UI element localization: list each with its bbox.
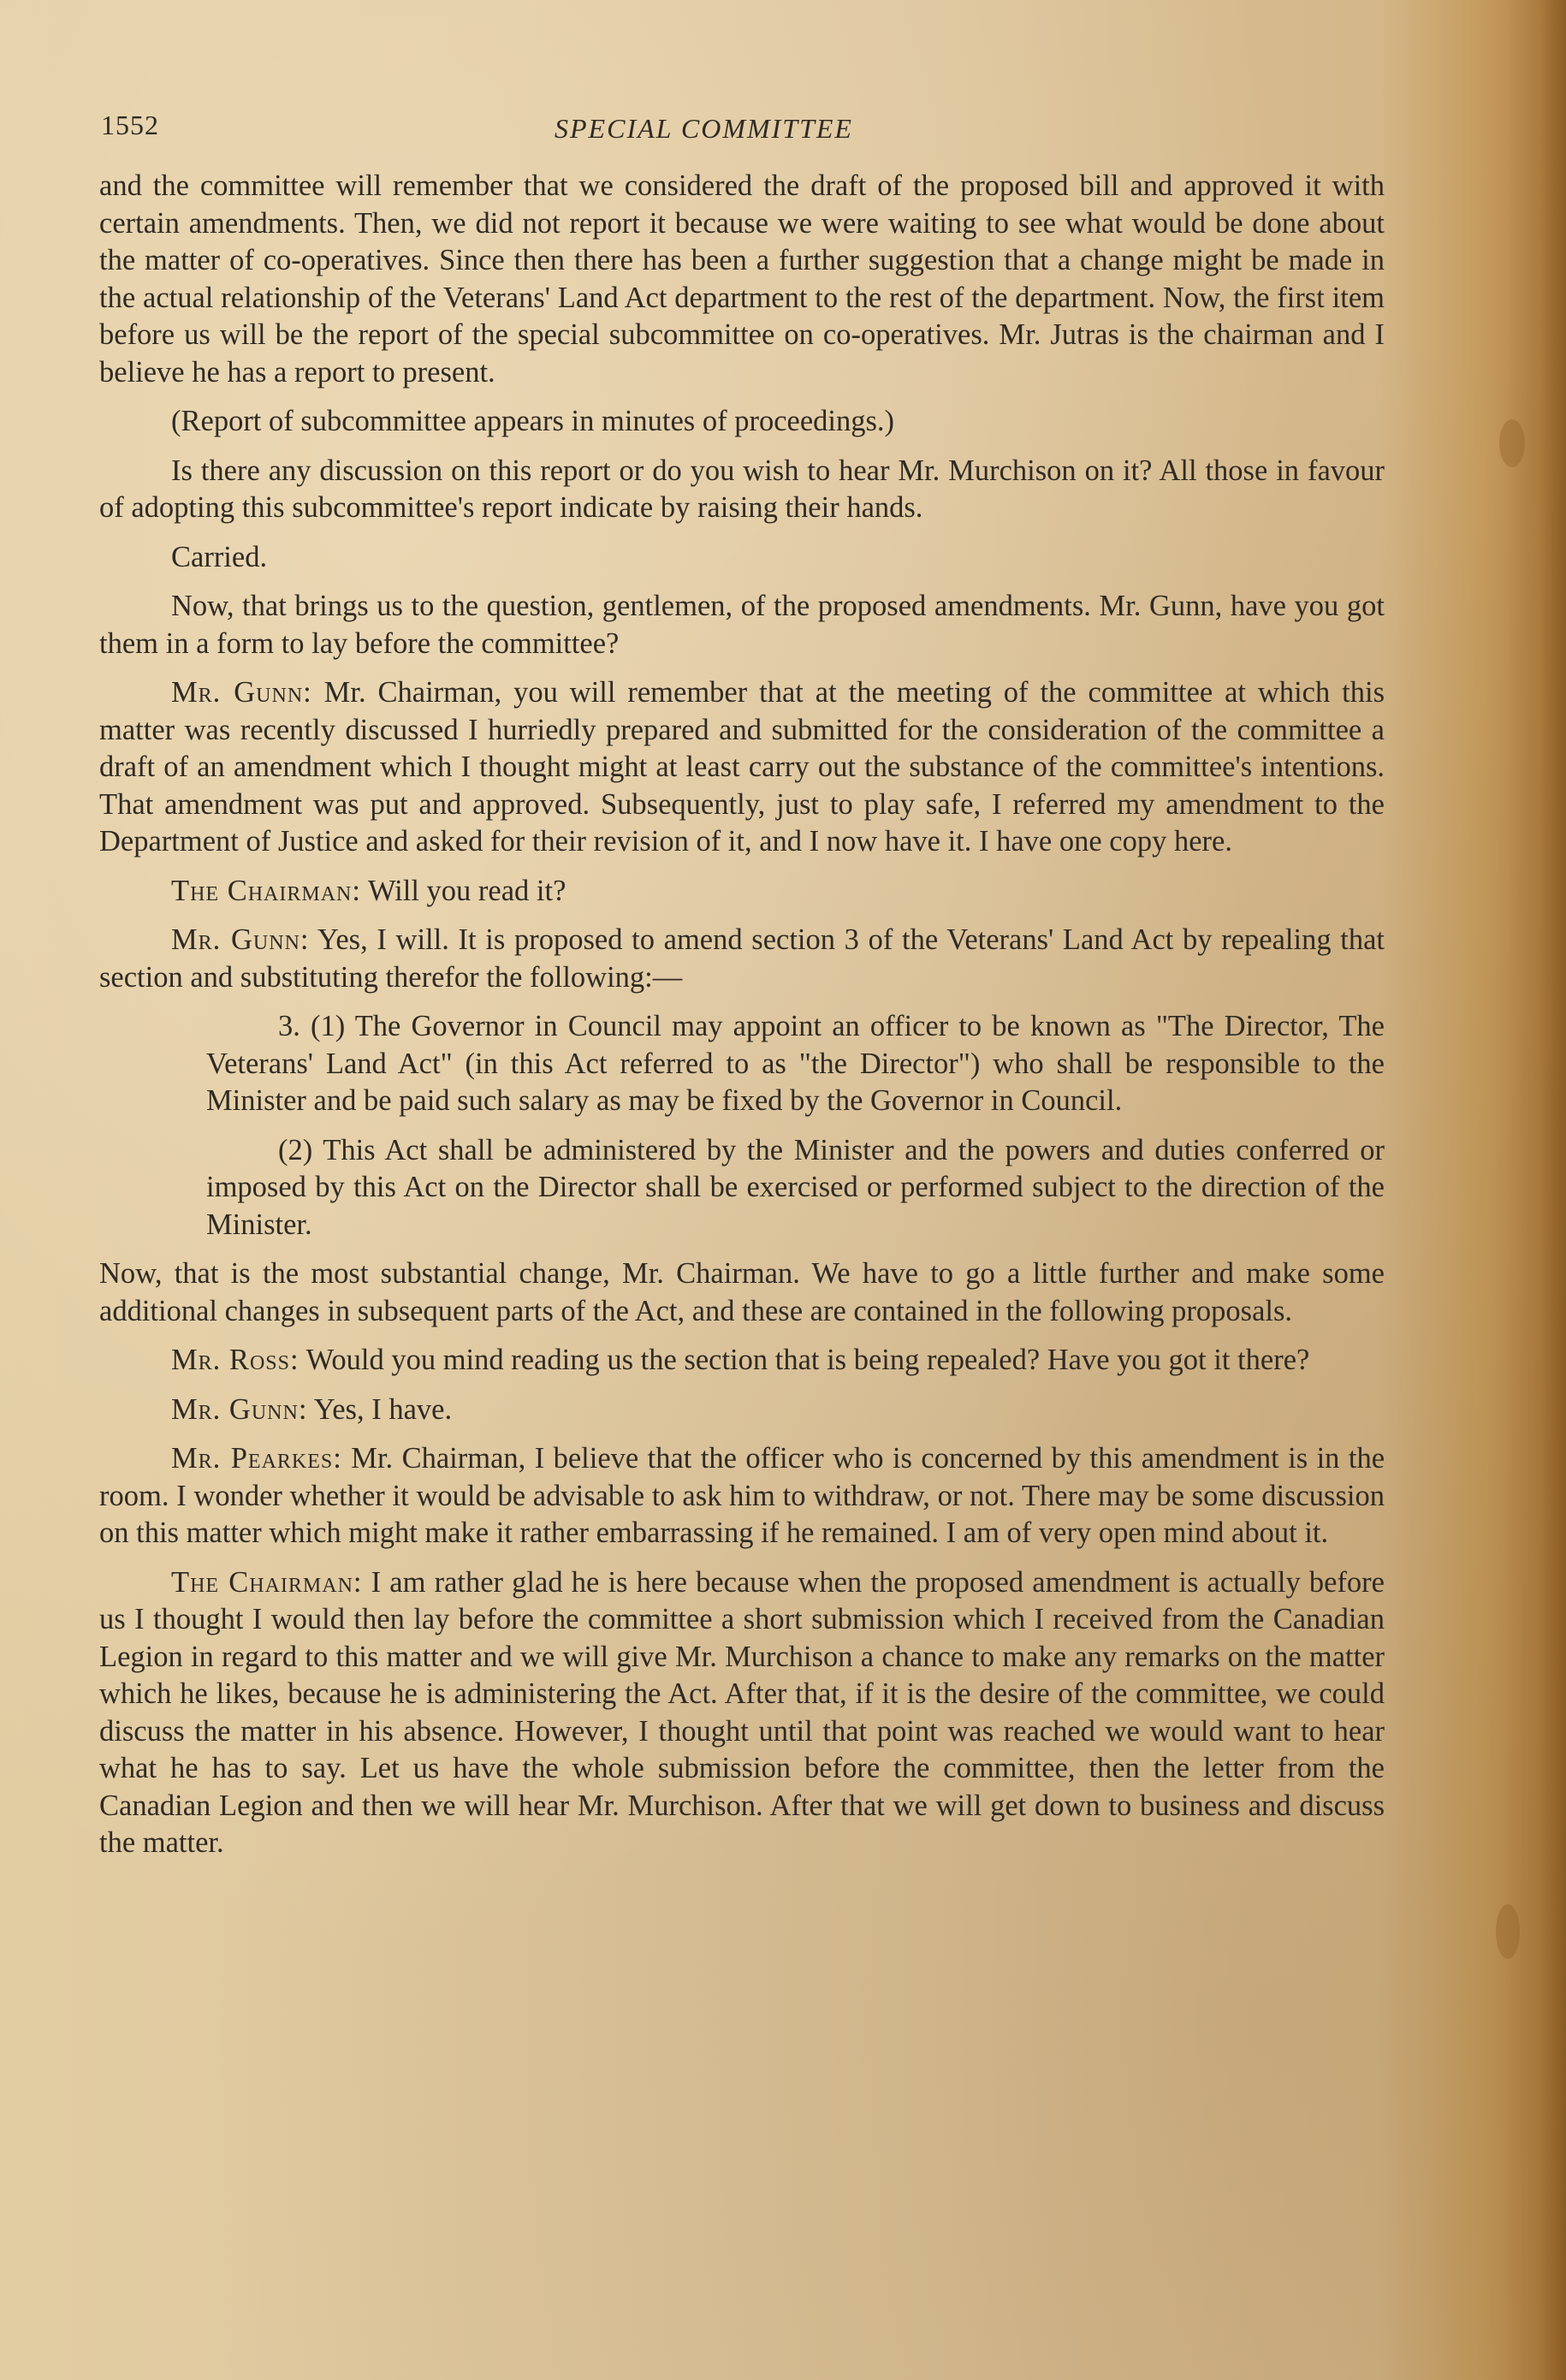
paragraph: Mr. Pearkes: Mr. Chairman, I believe that the officer who is concerned by this amendment is in the room. I wonder whether it would be advisable to ask him to withdraw, or not. There may be some discussion on this matter which might make it rather embarrassing if he remained. I am of very open mind about it. <box>99 1442 1385 1549</box>
paragraph: Now, that brings us to the question, gentlemen, of the proposed amendments. Mr. Gunn, have you got them in a form to lay before the committee? <box>99 590 1385 660</box>
paragraph: Now, that is the most substantial change, Mr. Chairman. We have to go a little further and make some additional changes in subsequent parts of the Act, and these are contained in the following proposals. <box>99 1257 1385 1327</box>
paragraph: Is there any discussion on this report or do you wish to hear Mr. Murchison on it? All those in favour of adopting this subcommittee's report indicate by raising their hands. <box>99 454 1385 524</box>
speaker-name: Mr. Ross: <box>171 1344 300 1376</box>
page-number: 1552 <box>101 110 159 140</box>
stain-mark <box>1499 419 1525 467</box>
paragraph: Carried. <box>171 540 268 573</box>
paragraph: Mr. Gunn: Yes, I have. <box>171 1392 453 1426</box>
paragraph: (Report of subcommittee appears in minutes of proceedings.) <box>171 405 895 437</box>
speaker-name: Mr. Pearkes: <box>171 1442 342 1475</box>
quoted-section: 3. (1) The Governor in Council may appoint an officer to be known as "The Director, The Veterans' Land Act" (in this Act referred to as "the Director") who shall be responsible to the Minister and be paid such salary as may be fixed by the Governor in Council. <box>206 1010 1385 1117</box>
running-head: SPECIAL COMMITTEE <box>555 113 853 144</box>
page-edge-shadow <box>1506 0 1566 2380</box>
speaker-name: The Chairman: <box>171 1565 363 1599</box>
quoted-section: (2) This Act shall be administered by the Minister and the powers and duties conferred or imposed by this Act on the Director shall be exercised or performed subject to the direction of the Minister. <box>206 1133 1385 1241</box>
paragraph: The Chairman: I am rather glad he is here because when the proposed amendment is actually before us I thought I would then lay before the committee a short submission which I received from the Canadian Legion in regard to this matter and we will give Mr. Murchison a chance to make any remarks on the matter which he likes, because he is administering the Act. After that, if it is the desire of the committee, we could discuss the matter in his absence. However, I thought until that point was reached we would want to hear what he has to say. Let us have the whole submission before the committee, then the letter from the Canadian Legion and then we will hear Mr. Murchison. After that we will get down to business and discuss the matter. <box>99 1565 1385 1859</box>
speaker-name: Mr. Gunn: <box>171 923 310 956</box>
paragraph: The Chairman: Will you read it? <box>171 874 566 907</box>
page-header <box>101 110 1385 144</box>
speaker-name: Mr. Gunn: <box>171 1392 308 1426</box>
speaker-name: Mr. Gunn: <box>171 676 312 709</box>
paragraph: Mr. Gunn: Yes, I will. It is proposed to amend section 3 of the Veterans' Land Act by repealing that section and substituting therefor the following:— <box>99 923 1385 994</box>
speaker-name: The Chairman: <box>171 874 361 907</box>
stain-mark <box>1496 1904 1520 1959</box>
paragraph: Mr. Gunn: Mr. Chairman, you will remember that at the meeting of the committee at which this matter was recently discussed I hurriedly prepared and submitted for the consideration of the committee a draft of an amendment which I thought might at least carry out the substance of the committee's intentions. That amendment was put and approved. Subsequently, just to play safe, I referred my amendment to the Department of Justice and asked for their revision of it, and I now have it. I have one copy here. <box>99 676 1385 858</box>
paragraph: and the committee will remember that we considered the draft of the proposed bill and approved it with certain amendments. Then, we did not report it because we were waiting to see what would be done about the matter of co-operatives. Since then there has been a further suggestion that a change might be made in the actual relationship of the Veterans' Land Act department to the rest of the department. Now, the first item before us will be the report of the special subcommittee on co-operatives. Mr. Jutras is the chairman and I believe he has a report to present. <box>99 169 1385 389</box>
document-body <box>99 168 1385 1874</box>
paragraph: Mr. Ross: Would you mind reading us the section that is being repealed? Have you got it there? <box>171 1344 1310 1376</box>
